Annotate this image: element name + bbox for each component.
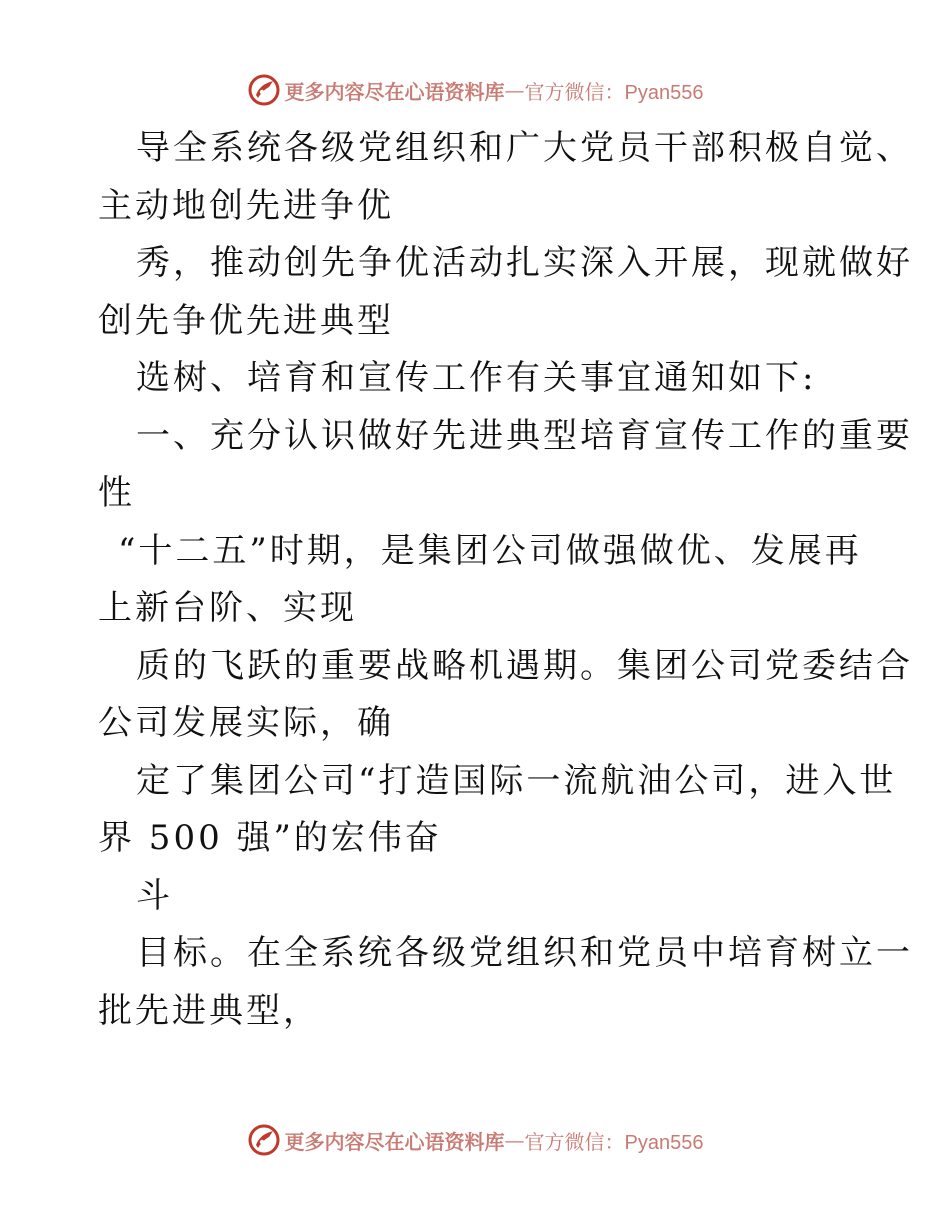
body-line: 定了集团公司“打造国际一流航油公司，进入世 xyxy=(136,760,897,801)
body-line: “十二五”时期，是集团公司做强做优、发展再 xyxy=(118,530,862,571)
body-line: 批先进典型， xyxy=(98,990,320,1031)
header-watermark xyxy=(0,70,950,110)
watermark-separator: — xyxy=(504,78,525,102)
body-line: 界 500 强”的宏伟奋 xyxy=(98,818,442,858)
body-line: 导全系统各级党组织和广大党员干部积极自觉、 xyxy=(136,128,913,168)
body-line: 质的飞跃的重要战略机遇期。集团公司党委结合 xyxy=(136,645,913,686)
body-line: 主动地创先进争优 xyxy=(98,185,394,226)
watermark-separator: — xyxy=(504,1128,525,1152)
seal-logo-icon xyxy=(247,1123,281,1157)
watermark-contact: 官方微信：Pyan556 xyxy=(524,1131,704,1154)
body-line: 选树、培育和宣传工作有关事宜通知如下: xyxy=(136,358,817,398)
body-line: 创先争优先进典型 xyxy=(98,300,394,341)
body-line: 目标。在全系统各级党组织和党员中培育树立一 xyxy=(136,933,913,973)
seal-logo-icon xyxy=(247,73,281,107)
body-line: 公司发展实际，确 xyxy=(98,703,394,743)
document-body xyxy=(98,120,913,1040)
watermark-site-text: 更多内容尽在心语资料库 xyxy=(284,79,505,104)
body-line: 一、充分认识做好先进典型培育宣传工作的重要 xyxy=(136,415,913,456)
body-line: 上新台阶、实现 xyxy=(98,588,357,628)
body-line: 斗 xyxy=(136,875,173,916)
watermark-contact: 官方微信：Pyan556 xyxy=(524,81,704,104)
watermark-site-text: 更多内容尽在心语资料库 xyxy=(284,1129,505,1154)
footer-watermark xyxy=(0,1120,950,1160)
body-line: 秀，推动创先争优活动扎实深入开展，现就做好 xyxy=(136,243,913,283)
body-line: 性 xyxy=(98,473,135,513)
